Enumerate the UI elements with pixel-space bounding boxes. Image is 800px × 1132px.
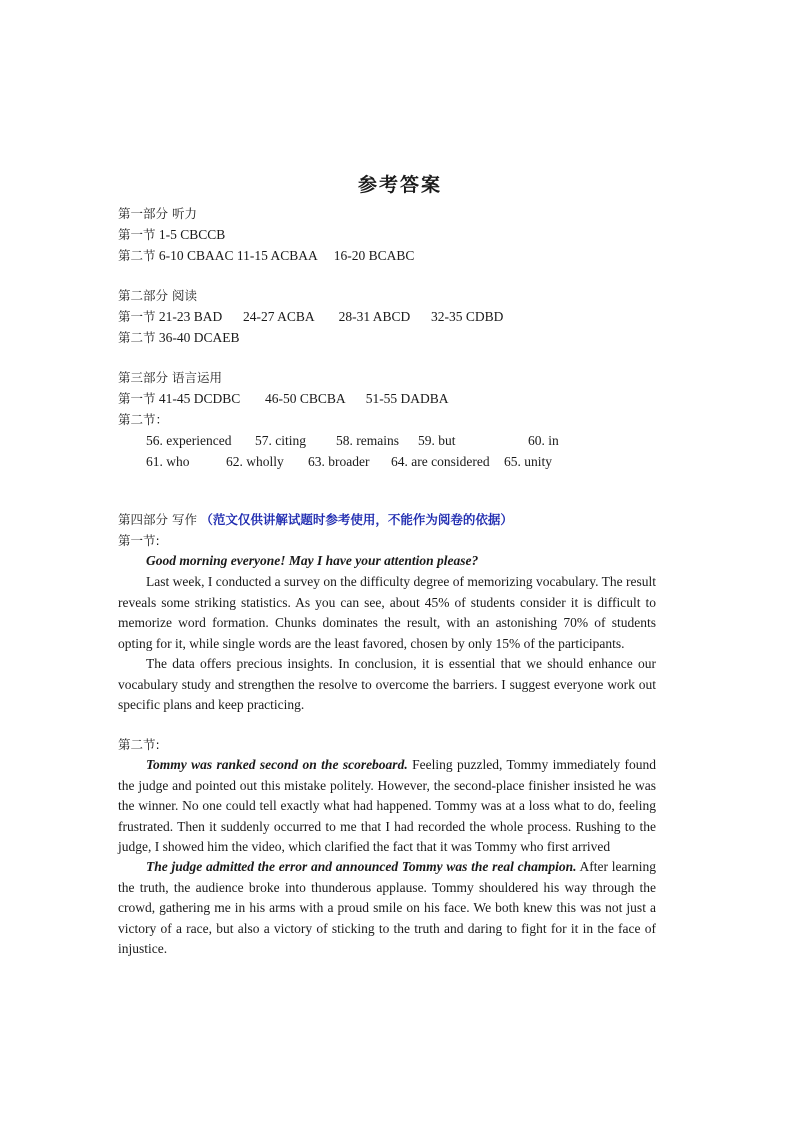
answers: 32-35 CDBD — [431, 309, 504, 324]
section-label: 第一节 — [118, 391, 156, 406]
answers: 21-23 BAD — [158, 309, 223, 324]
part3-heading: 第三部分 语言运用 — [118, 370, 222, 385]
answers: 51-55 DADBA — [365, 391, 449, 406]
essay2-paragraph2 — [118, 857, 656, 960]
part2-section1 — [118, 308, 503, 326]
answers: 41-45 DCDBC — [158, 391, 241, 406]
essay1-paragraph2: The data offers precious insights. In conclusion, it is essential that we should enhance our vocabulary study and strengthen the resolve to overcome the barriers. I suggest everyone work out specific plans and keep practicing. — [118, 656, 656, 713]
answer-62: 62. wholly — [226, 454, 284, 469]
part1-section2 — [118, 247, 414, 265]
answers: 36-40 DCAEB — [158, 330, 240, 345]
essay2-paragraph1 — [118, 755, 656, 858]
answer-57: 57. citing — [255, 433, 306, 448]
answer-60: 60. in — [528, 433, 559, 448]
part4-heading: 第四部分 写作 — [118, 512, 197, 527]
answer-56: 56. experienced — [146, 433, 232, 448]
essay2-body2: After learning the truth, the audience broke into thunderous applause. Tommy shouldered his way through the crowd, gathering me in his arms with a proud smile on his face. We both knew this was not just a victory of a race, but also a victory of sticking to the truth and daring to fight for it in the face of injustice. — [118, 859, 656, 957]
essay2-lead2: The judge admitted the error and announced Tommy was the real champion. — [146, 859, 577, 874]
answer-61: 61. who — [146, 454, 190, 469]
part3-section2-label: 第二节： — [118, 412, 169, 427]
answers: 24-27 ACBA — [243, 309, 314, 324]
essay2-lead1: Tommy was ranked second on the scoreboard. — [146, 757, 408, 772]
section-label: 第一节 — [118, 309, 156, 324]
answers: 28-31 ABCD — [338, 309, 411, 324]
answer-58: 58. remains — [336, 433, 399, 448]
part2-heading: 第二部分 阅读 — [118, 288, 197, 303]
answers: 1-5 CBCCB — [158, 227, 226, 242]
part4-heading-line — [118, 511, 513, 529]
section-label: 第一节 — [118, 227, 156, 242]
part4-section2-label: 第二节: — [118, 737, 160, 752]
sample-note: （范文仅供讲解试题时参考使用，不能作为阅卷的依据） — [200, 512, 513, 527]
essay1-paragraph1: Last week, I conducted a survey on the difficulty degree of memorizing vocabulary. The result reveals some striking statistics. As you can see, about 45% of students consider it is difficult to memorize word formation. Chunks dominates the result, with an astonishing 70% of students opting for it, while single words are the least favored, chosen by only 15% of the participants. — [118, 574, 656, 651]
essay1-title: Good morning everyone! May I have your attention please? — [146, 553, 479, 568]
section-label: 第二节 — [118, 248, 156, 263]
part1-section1 — [118, 226, 225, 244]
answers: 16-20 BCABC — [333, 248, 415, 263]
part4-section1-label: 第一节: — [118, 533, 160, 548]
page-title: 参考答案 — [357, 174, 442, 196]
answer-59: 59. but — [418, 433, 456, 448]
part2-section2 — [118, 329, 240, 347]
answer-65: 65. unity — [504, 454, 553, 469]
answers: 46-50 CBCBA — [265, 391, 345, 406]
section-label: 第二节 — [118, 330, 156, 345]
essay2-body1: Feeling puzzled, Tommy immediately found the judge and pointed out this mistake politely. However, the second-place finisher insisted he was the winner. No one could tell exactly what had happened. Tommy was at a loss what to do, feeling frustrated. Then it suddenly occurred to me that I had recorded the whole process. Rushing to the judge, I showed him the video, which clarified the fact that it was Tommy who first arrived — [118, 757, 657, 855]
part1-heading: 第一部分 听力 — [118, 206, 197, 221]
answer-64: 64. are considered — [391, 454, 490, 469]
answer-63: 63. broader — [308, 454, 370, 469]
answers: 6-10 CBAAC 11-15 ACBAA — [158, 248, 318, 263]
part3-section1 — [118, 390, 449, 408]
